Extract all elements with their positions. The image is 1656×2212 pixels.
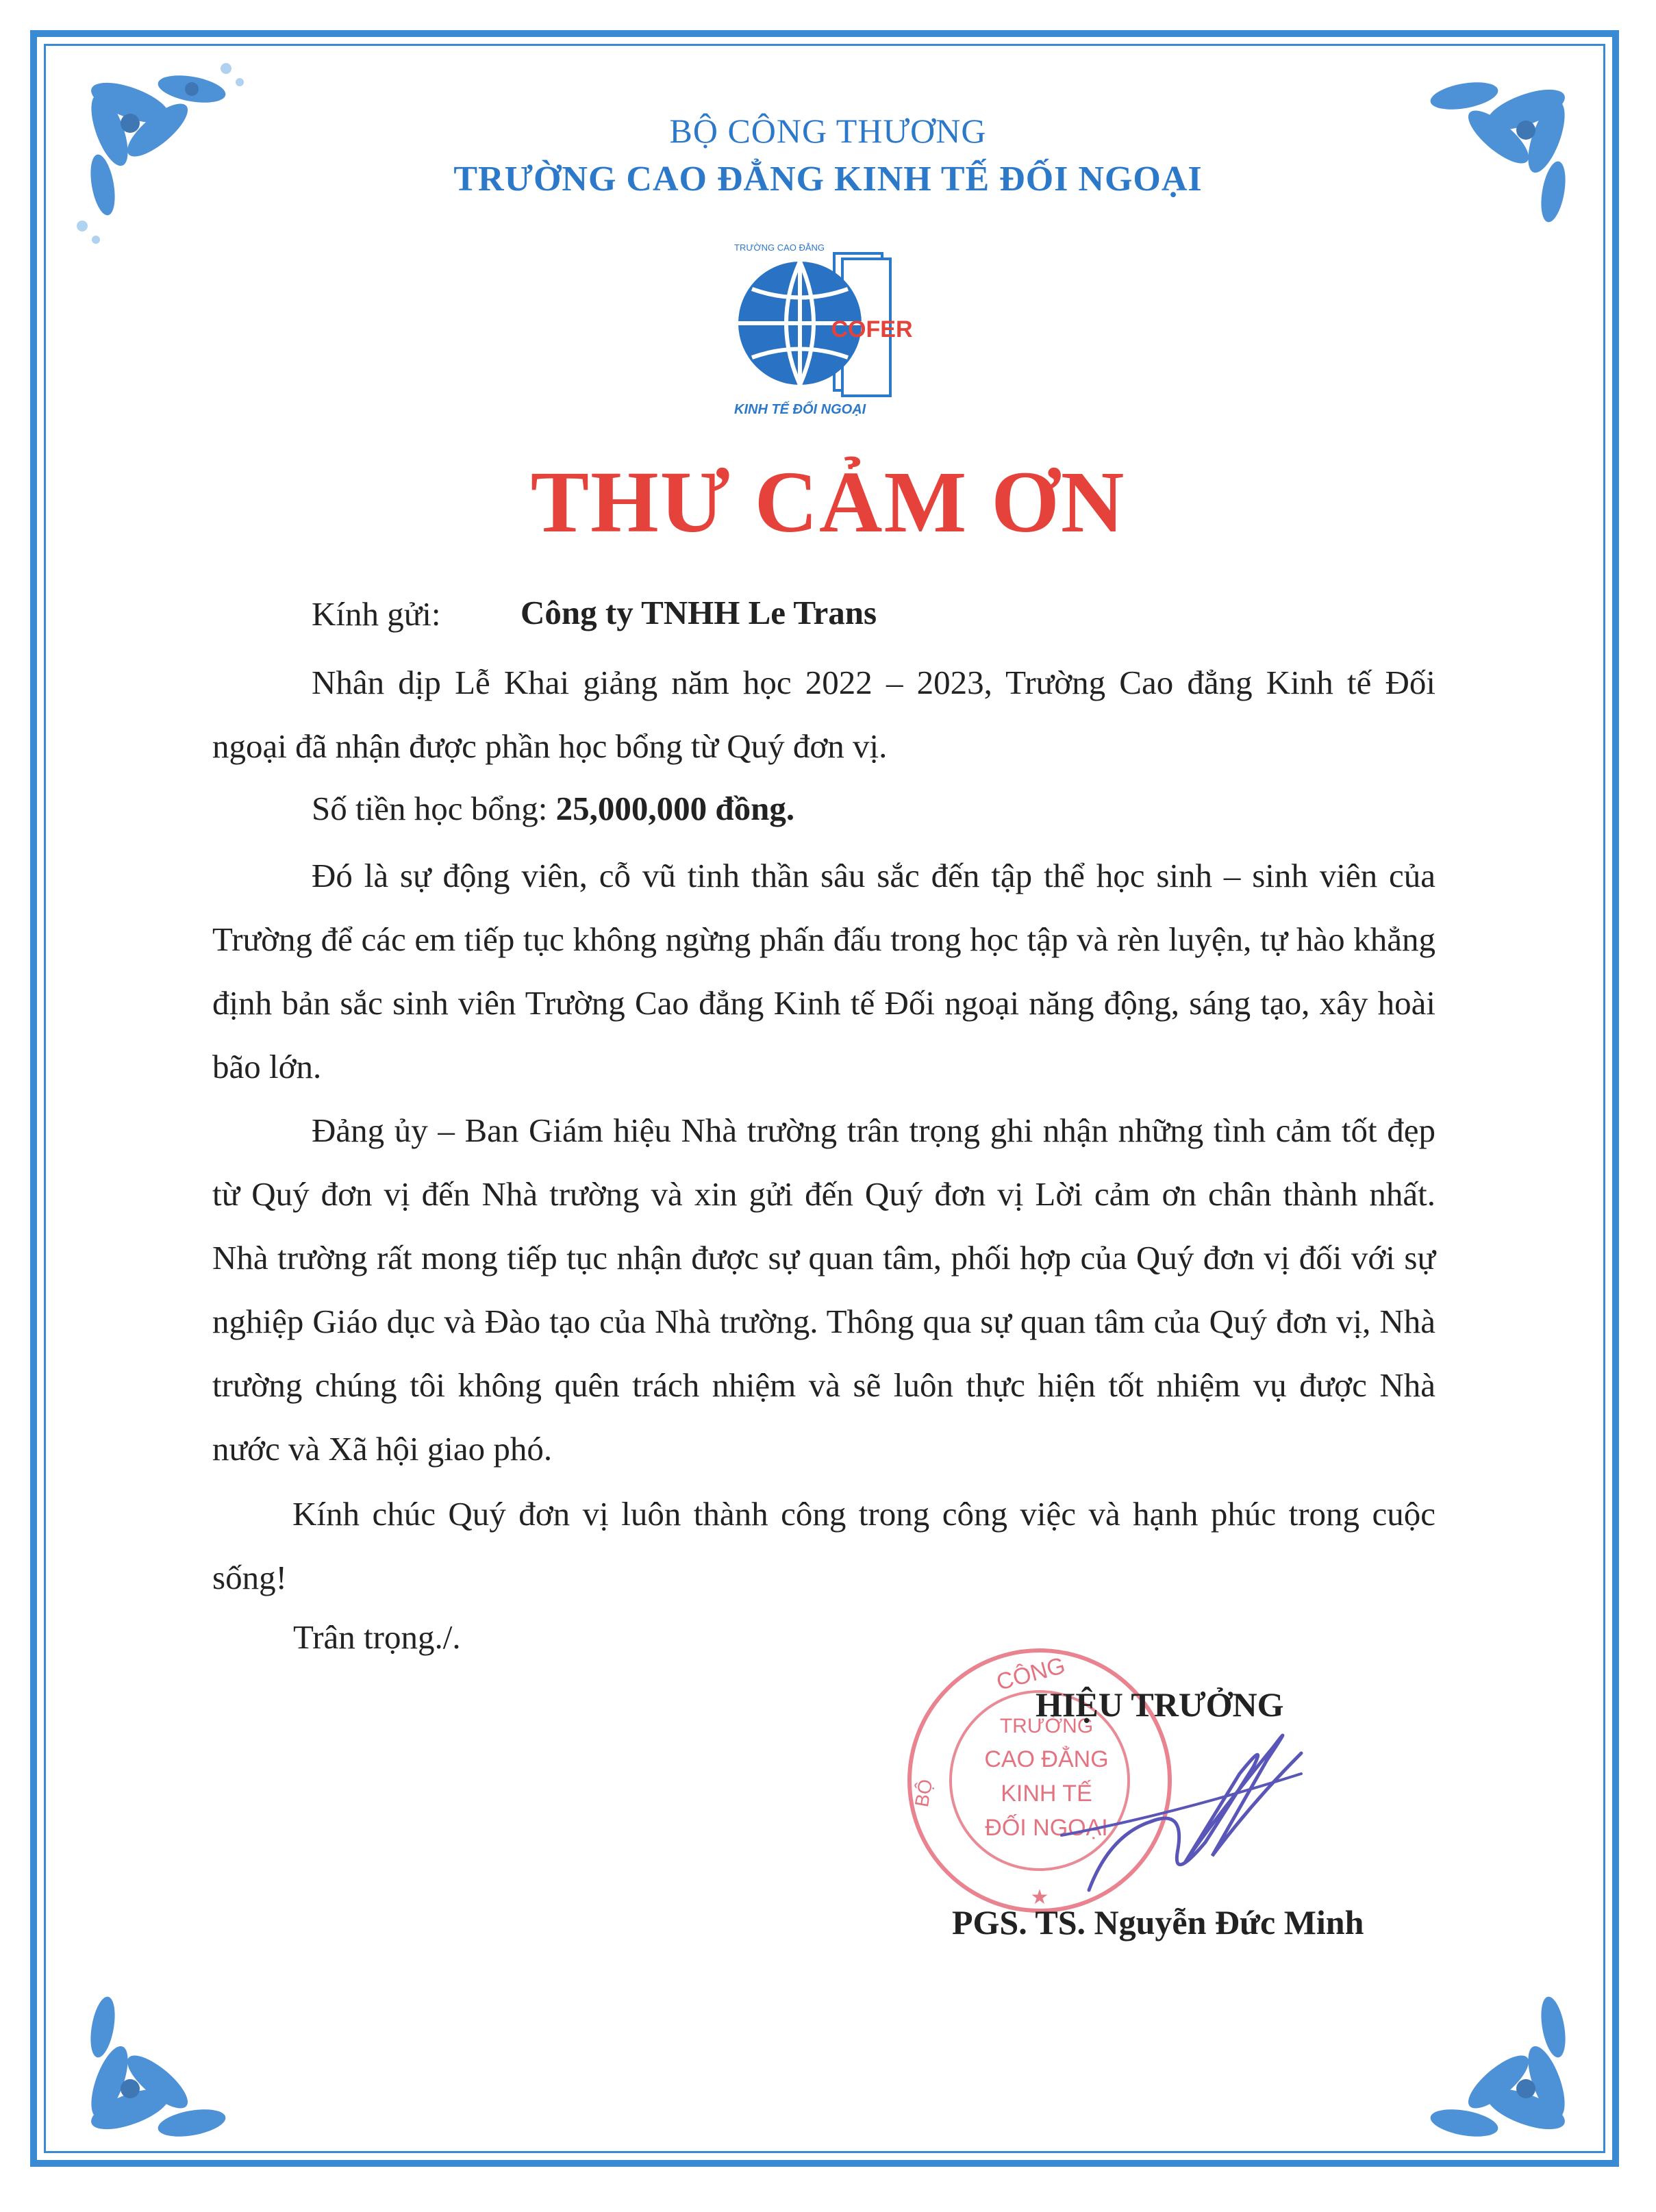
stamp-text: CAO ĐẲNG (984, 1746, 1109, 1772)
paragraph-intro: Nhân dịp Lễ Khai giảng năm học 2022 – 2023, Trường Cao đẳng Kinh tế Đối ngoại đã nhận được phần học bổng từ Quý đơn vị. (212, 664, 1435, 765)
school-name: TRƯỜNG CAO ĐẲNG KINH TẾ ĐỐI NGOẠI (453, 160, 1203, 199)
salutation-label: Kính gửi: (312, 595, 441, 633)
ministry-name: BỘ CÔNG THƯƠNG (669, 112, 987, 150)
closing-regards: Trân trọng./. (293, 1618, 461, 1656)
stamp-text: BỘ (910, 1777, 937, 1809)
amount-value: 25,000,000 đồng. (555, 790, 795, 827)
handwritten-signature-icon (1048, 1685, 1308, 1918)
flower-ornament-icon (55, 41, 281, 267)
flower-ornament-icon (55, 1945, 281, 2171)
logo-top-text: TRƯỜNG CAO ĐẲNG (734, 242, 825, 253)
signer-title: HIỆU TRƯỞNG (1036, 1685, 1284, 1724)
amount-label: Số tiền học bổng: (312, 790, 556, 827)
scholarship-amount-line (312, 789, 794, 828)
signer-name: PGS. TS. Nguyễn Đức Minh (952, 1903, 1364, 1941)
paragraph-encouragement: Đó là sự động viên, cỗ vũ tinh thần sâu sắc đến tập thể học sinh – sinh viên của Trường để các em tiếp tục không ngừng phấn đấu trong học tập và rèn luyện, tự hào khẳng định bản sắc sinh viên Trường Cao đẳng Kinh tế Đối ngoại năng động, sáng tạo, xây hoài bão lớn. (212, 857, 1435, 1085)
recipient-name: Công ty TNHH Le Trans (520, 594, 877, 631)
stamp-text: CÔNG (993, 1652, 1068, 1696)
logo-bottom-text: KINH TẾ ĐỐI NGOẠI (734, 402, 866, 417)
logo-brand: COFER (831, 316, 913, 342)
letter-title: THƯ CẢM ƠN (530, 453, 1126, 551)
paragraph-gratitude: Đảng ủy – Ban Giám hiệu Nhà trường trân trọng ghi nhận những tình cảm tốt đẹp từ Quý đơn vị đến Nhà trường và xin gửi đến Quý đơn vị Lời cảm ơn chân thành nhất. Nhà trường rất mong tiếp tục nhận được sự quan tâm, phối hợp của Quý đơn vị đối với sự nghiệp Giáo dục và Đào tạo của Nhà trường. Thông qua sự quan tâm của Quý đơn vị, Nhà trường chúng tôi không quên trách nhiệm và sẽ luôn thực hiện tốt nhiệm vụ được Nhà nước và Xã hội giao phó. (212, 1111, 1435, 1468)
flower-ornament-icon (1375, 1945, 1601, 2171)
stamp-text: KINH TẾ (1001, 1781, 1092, 1807)
paragraph-wishes: Kính chúc Quý đơn vị luôn thành công trong công việc và hạnh phúc trong cuộc sống! (212, 1495, 1435, 1596)
stamp-text: TRƯỜNG (999, 1715, 1094, 1737)
svg-text:★: ★ (1030, 1886, 1049, 1909)
stamp-text: ĐỐI NGOẠI (985, 1815, 1108, 1841)
school-logo-icon (731, 241, 913, 419)
